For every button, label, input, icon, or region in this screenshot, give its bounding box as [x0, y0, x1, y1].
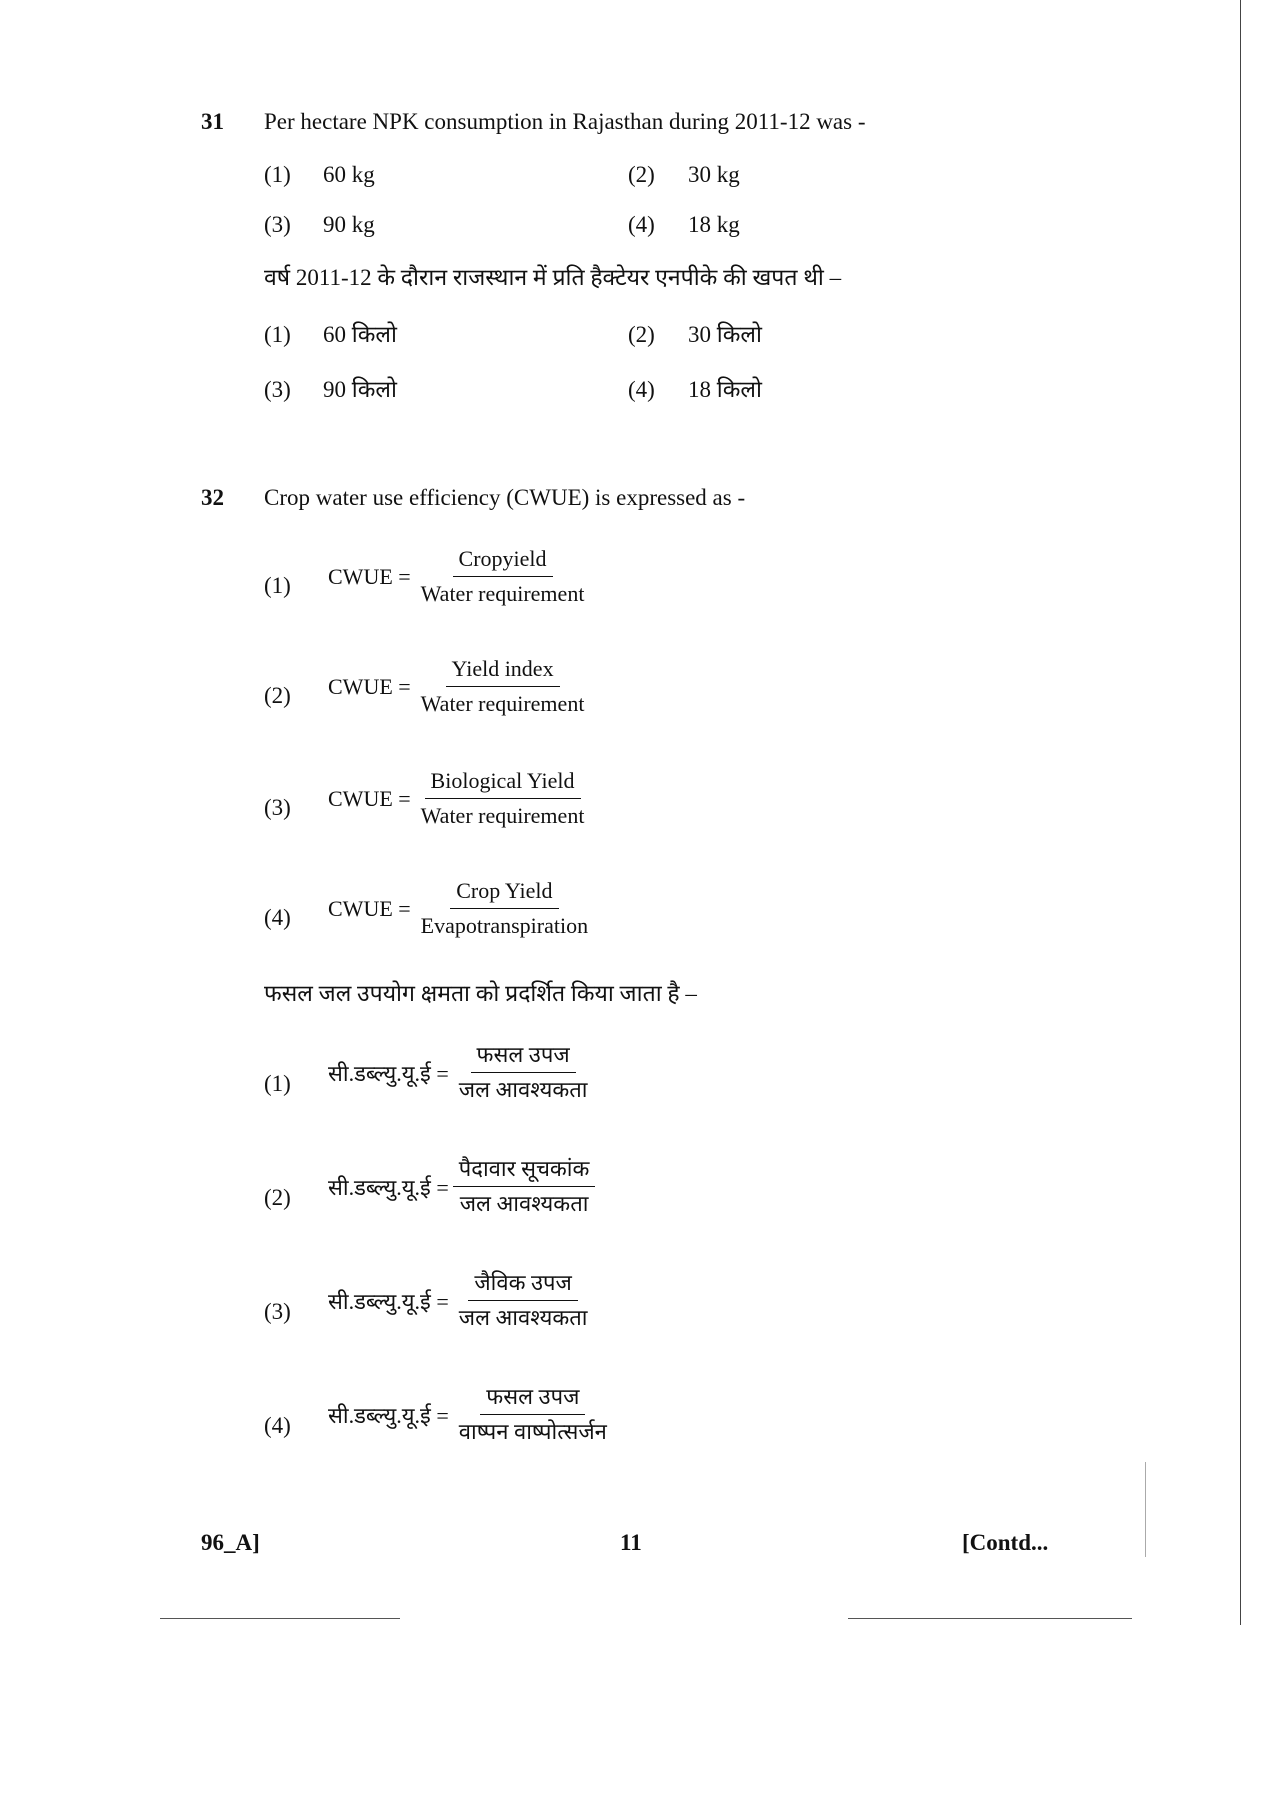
fraction-denominator: Evapotranspiration	[420, 913, 589, 938]
fraction-denominator: Water requirement	[420, 803, 585, 828]
q32-option-3-num-en: (3)	[264, 795, 291, 820]
q31-option-1-text-hi: 60 किलो	[323, 322, 397, 347]
fraction	[453, 1040, 594, 1105]
q32-option-2-num-en: (2)	[264, 683, 291, 708]
fraction	[415, 876, 594, 941]
q31-option-3-text-hi: 90 किलो	[323, 377, 397, 402]
formula-lhs: सी.डब्ल्यु.यू.ई =	[328, 1402, 449, 1428]
fraction	[453, 1382, 613, 1447]
formula-lhs: सी.डब्ल्यु.यू.ई =	[328, 1174, 449, 1200]
q31-option-2-text-en: 30 kg	[688, 162, 740, 187]
q32-option-2-num-hi: (2)	[264, 1185, 291, 1210]
q31-option-4-num-en: (4)	[628, 212, 655, 237]
q32-option-1-num-hi: (1)	[264, 1071, 291, 1096]
q32-option-2-formula-en	[328, 654, 590, 719]
q32-option-3-formula-en	[328, 766, 590, 831]
footer-rule-left	[160, 1618, 400, 1619]
fraction	[453, 1268, 594, 1333]
q32-option-1-formula-en	[328, 544, 590, 609]
fraction	[415, 766, 591, 831]
continued-label: [Contd...	[962, 1530, 1049, 1555]
q31-option-3-text-en: 90 kg	[323, 212, 375, 237]
question-number-32: 32	[201, 485, 224, 510]
q32-option-3-formula-hi	[328, 1268, 593, 1333]
q31-option-2-text-hi: 30 किलो	[688, 322, 762, 347]
q31-option-3-num-en: (3)	[264, 212, 291, 237]
fraction-numerator: जैविक उपज	[468, 1268, 578, 1301]
fraction-denominator: Water requirement	[420, 581, 585, 606]
q32-option-2-formula-hi	[328, 1154, 595, 1219]
fraction-numerator: Biological Yield	[425, 766, 581, 799]
fraction-denominator: वाष्पन वाष्पोत्सर्जन	[458, 1419, 607, 1444]
page-number: 11	[620, 1530, 642, 1555]
fraction-denominator: Water requirement	[420, 691, 585, 716]
question-31-text-en: Per hectare NPK consumption in Rajasthan during 2011-12 was -	[264, 109, 866, 134]
question-32-text-hi: फसल जल उपयोग क्षमता को प्रदर्शित किया जाता है –	[264, 981, 697, 1006]
fraction	[415, 654, 591, 719]
fraction	[415, 544, 591, 609]
formula-lhs: CWUE =	[328, 673, 411, 699]
q31-option-2-num-hi: (2)	[628, 322, 655, 347]
footer-rule-right	[848, 1618, 1132, 1619]
q31-option-4-text-hi: 18 किलो	[688, 377, 762, 402]
formula-lhs: CWUE =	[328, 563, 411, 589]
fraction-numerator: फसल उपज	[471, 1040, 576, 1073]
q31-option-4-num-hi: (4)	[628, 377, 655, 402]
q32-option-1-num-en: (1)	[264, 573, 291, 598]
page-border-line	[1240, 0, 1241, 1625]
formula-lhs: सी.डब्ल्यु.यू.ई =	[328, 1060, 449, 1086]
fraction-numerator: फसल उपज	[480, 1382, 585, 1415]
paper-code: 96_A]	[201, 1530, 260, 1555]
formula-lhs: CWUE =	[328, 785, 411, 811]
fraction	[453, 1154, 596, 1219]
q32-option-4-formula-en	[328, 876, 594, 941]
scan-mark	[1145, 1462, 1146, 1557]
q31-option-1-text-en: 60 kg	[323, 162, 375, 187]
formula-lhs: सी.डब्ल्यु.यू.ई =	[328, 1288, 449, 1314]
q31-option-3-num-hi: (3)	[264, 377, 291, 402]
q32-option-1-formula-hi	[328, 1040, 593, 1105]
question-31-text-hi: वर्ष 2011-12 के दौरान राजस्थान में प्रति हैक्टेयर एनपीके की खपत थी –	[264, 265, 842, 290]
fraction-denominator: जल आवश्यकता	[459, 1191, 589, 1216]
q32-option-4-num-hi: (4)	[264, 1413, 291, 1438]
fraction-numerator: Yield index	[446, 654, 560, 687]
fraction-numerator: Cropyield	[453, 544, 553, 577]
fraction-numerator: पैदावार सूचकांक	[453, 1154, 596, 1187]
q31-option-1-num-hi: (1)	[264, 322, 291, 347]
q32-option-4-num-en: (4)	[264, 905, 291, 930]
fraction-denominator: जल आवश्यकता	[458, 1077, 588, 1102]
q31-option-4-text-en: 18 kg	[688, 212, 740, 237]
question-number-31: 31	[201, 109, 224, 134]
question-32-text-en: Crop water use efficiency (CWUE) is expressed as -	[264, 485, 746, 510]
fraction-denominator: जल आवश्यकता	[458, 1305, 588, 1330]
q32-option-4-formula-hi	[328, 1382, 613, 1447]
formula-lhs: CWUE =	[328, 895, 411, 921]
q31-option-1-num-en: (1)	[264, 162, 291, 187]
q32-option-3-num-hi: (3)	[264, 1299, 291, 1324]
q31-option-2-num-en: (2)	[628, 162, 655, 187]
fraction-numerator: Crop Yield	[450, 876, 558, 909]
